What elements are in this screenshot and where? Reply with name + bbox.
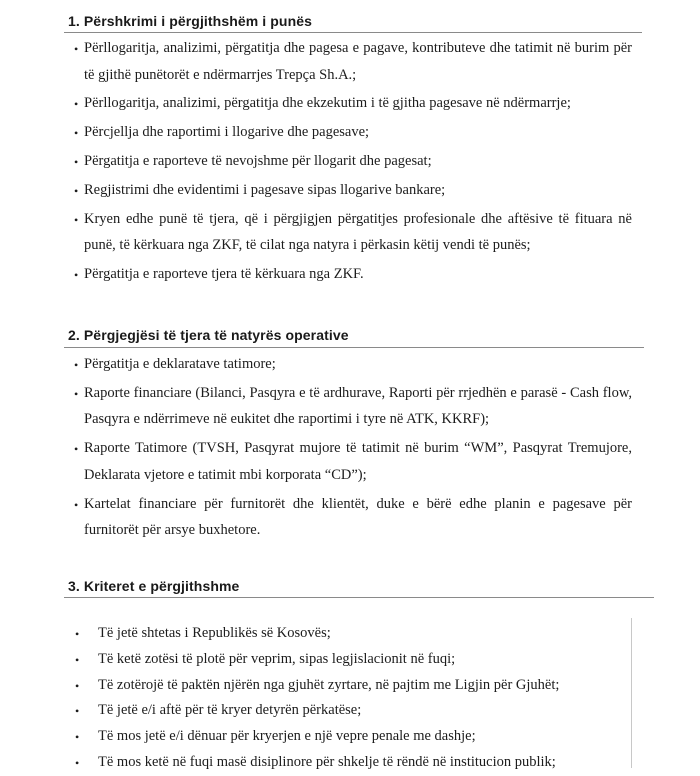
- list-item: [72, 380, 632, 433]
- list-item-text: Përgatitja e raporteve tjera të kërkuara nga ZKF.: [84, 266, 364, 283]
- general-criteria-list: [72, 621, 632, 776]
- bullet-icon: •: [74, 97, 79, 112]
- list-item: [72, 261, 632, 288]
- list-item: [72, 206, 632, 259]
- section-divider: [64, 32, 642, 33]
- list-item: [72, 351, 632, 378]
- list-item: [72, 724, 632, 750]
- list-item-text: Të mos jetë e/i dënuar për kryerjen e një vepre penale me dashje;: [98, 728, 476, 745]
- section-divider: [64, 347, 644, 348]
- job-description-list: [72, 35, 632, 290]
- bullet-icon: •: [74, 184, 79, 199]
- list-item: [72, 698, 632, 724]
- list-item: [72, 750, 632, 776]
- bullet-icon: •: [74, 497, 79, 512]
- bullet-icon: •: [74, 155, 79, 170]
- scan-edge-mark: [631, 618, 632, 768]
- list-item-text: Raporte financiare (Bilanci, Pasqyra e të ardhurave, Raporti për rrjedhën e parasë - Cash flow, Pasqyra e ndërrimeve në eukitet dhe raportimi i tyre në ATK, KKRF);: [84, 384, 632, 428]
- list-item: [72, 90, 632, 117]
- list-item-text: Përgatitja e deklaratave tatimore;: [84, 356, 276, 372]
- bullet-icon: •: [74, 42, 79, 56]
- list-item-text: Përcjellja dhe raportimi i llogarive dhe pagesave;: [84, 124, 370, 141]
- bullet-icon: •: [75, 755, 80, 770]
- list-item: [72, 148, 632, 175]
- bullet-icon: •: [75, 627, 80, 641]
- list-item: [72, 673, 632, 699]
- list-item-text: Përllogaritja, analizimi, përgatitja dhe ekzekutim i të gjitha pagesave në ndërmarrje;: [84, 95, 571, 112]
- list-item: [72, 647, 632, 673]
- bullet-icon: •: [74, 358, 79, 372]
- section-divider: [64, 597, 654, 598]
- list-item-text: Të ketë zotësi të plotë për veprim, sipas legjislacionit në fuqi;: [98, 650, 456, 667]
- bullet-icon: •: [74, 442, 79, 457]
- bullet-icon: •: [75, 652, 80, 667]
- list-item-text: Të jetë shtetas i Republikës së Kosovës;: [98, 625, 331, 641]
- list-item: [72, 177, 632, 204]
- section-title-job-description: 1. Përshkrimi i përgjithshëm i punës: [68, 13, 313, 29]
- list-item-text: Përllogaritja, analizimi, përgatitja dhe pagesa e pagave, kontributeve dhe tatimit në burim për të gjithë punëtorët e ndërmarrjes Trepça Sh.A.;: [84, 40, 632, 83]
- list-item: [72, 491, 632, 544]
- list-item-text: Të mos ketë në fuqi masë disiplinore për shkelje të rëndë në institucion publik;: [98, 753, 556, 770]
- list-item-text: Regjistrimi dhe evidentimi i pagesave sipas llogarive bankare;: [84, 182, 446, 199]
- list-item-text: Të zotërojë të paktën njërën nga gjuhët zyrtare, në pajtim me Ligjin për Gjuhët;: [98, 676, 560, 693]
- list-item-text: Raporte Tatimore (TVSH, Pasqyrat mujore të tatimit në burim “WM”, Pasqyrat Tremujore, Deklarata vjetore e tatimit mbi korporata “CD”);: [84, 440, 632, 483]
- section-title-operative-responsibilities: 2. Përgjegjësi të tjera të natyrës operative: [68, 327, 349, 343]
- list-item: [72, 35, 632, 88]
- bullet-icon: •: [75, 730, 80, 745]
- list-item-text: Të jetë e/i aftë për të kryer detyrën përkatëse;: [98, 702, 362, 719]
- bullet-icon: •: [74, 212, 79, 227]
- bullet-icon: •: [75, 678, 80, 693]
- operative-responsibilities-list: [72, 351, 632, 546]
- list-item: [72, 621, 632, 647]
- list-item-text: Kryen edhe punë të tjera, që i përgjigjen përgatitjes profesionale dhe aftësive të fituara në punë, të kërkuara nga ZKF, të cilat nga natyra i përkasin këtij vendi të punës;: [84, 210, 632, 254]
- bullet-icon: •: [75, 704, 80, 719]
- section-title-general-criteria: 3. Kriteret e përgjithshme: [68, 578, 240, 594]
- bullet-icon: •: [74, 268, 79, 283]
- list-item: [72, 435, 632, 488]
- list-item-text: Përgatitja e raporteve të nevojshme për llogarit dhe pagesat;: [84, 153, 432, 170]
- bullet-icon: •: [74, 386, 79, 401]
- list-item: [72, 119, 632, 146]
- bullet-icon: •: [74, 126, 79, 141]
- list-item-text: Kartelat financiare për furnitorët dhe klientët, duke e bërë edhe planin e pagesave për furnitorët për arsye buxhetore.: [84, 495, 632, 539]
